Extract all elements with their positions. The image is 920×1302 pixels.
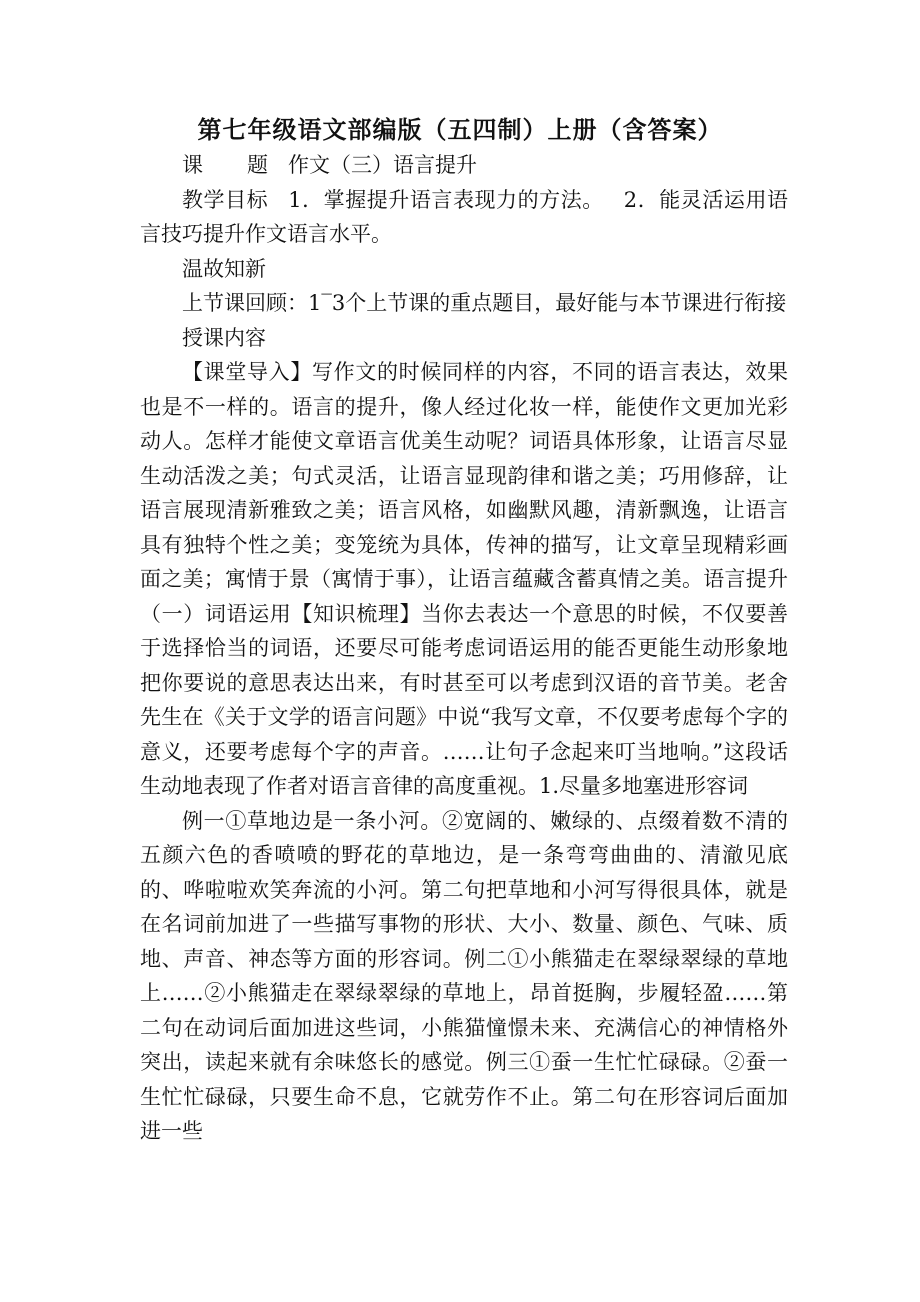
- body-paragraph: 例一①草地边是一条小河。②宽阔的、嫩绿的、点缀着数不清的五颜六色的香喷喷的野花的草地边，是一条弯弯曲曲的、清澈见底的、哗啦啦欢笑奔流的小河。第二句把草地和小河写得很具体，就是在名词前加进了一些描写事物的形状、大小、数量、颜色、气味、质地、声音、神态等方面的形容词。例二①小熊猫走在翠绿翠绿的草地上……②小熊猫走在翠绿翠绿的草地上，昂首挺胸，步履轻盈……第二句在动词后面加进这些词，小熊猫憧憬未来、充满信心的神情格外突出，读起来就有余味悠长的感觉。例三①蚕一生忙忙碌碌。②蚕一生忙忙碌碌，只要生命不息，它就劳作不止。第二句在形容词后面加进一些: [140, 808, 788, 1143]
- objective-item-1: 1．掌握提升语言表现力的方法。: [288, 187, 604, 212]
- objectives-line: [140, 183, 788, 252]
- topic-label-part2: 题: [247, 153, 268, 177]
- topic-label-part1: 课: [182, 153, 203, 177]
- topic-value: 作文（三）语言提升: [288, 153, 477, 177]
- objectives-label: 教学目标: [182, 187, 269, 212]
- teaching-heading: 授课内容: [182, 325, 266, 350]
- document-title: 第七年级语文部编版（五四制）上册（含答案）: [197, 116, 723, 144]
- body-paragraph: 【课堂导入】写作文的时候同样的内容，不同的语言表达，效果也是不一样的。语言的提升，像人经过化妆一样，能使作文更加光彩动人。怎样才能使文章语言优美生动呢？词语具体形象，让语言尽显生动活泼之美；句式灵活，让语言显现韵律和谐之美；巧用修辞，让语言展现清新雅致之美；语言风格，如幽默风趣，清新飘逸，让语言具有独特个性之美；变笼统为具体，传神的描写，让文章呈现精彩画面之美；寓情于景（寓情于事），让语言蕴藏含蓄真情之美。语言提升（一）词语运用【知识梳理】当你去表达一个意思的时候，不仅要善于选择恰当的词语，还要尽可能考虑词语运用的能否更能生动形象地把你要说的意思表达出来，有时甚至可以考虑到汉语的音节美。老舍先生在《关于文学的语言问题》中说“我写文章，不仅要考虑每个字的意义，还要考虑每个字的声音。……让句子念起来叮当地响。”这段话生动地表现了作者对语言音律的高度重视。1.尽量多地塞进形容词: [140, 360, 788, 798]
- objective-item-2: 2．能灵活运用语言技巧提升作文语言水平。: [140, 187, 788, 246]
- topic-line: [140, 148, 788, 183]
- review-heading: 温故知新: [182, 256, 266, 281]
- document-body: [140, 148, 788, 1149]
- review-text: 上节课回顾：1‾3个上节课的重点题目，最好能与本节课进行衔接: [182, 291, 787, 315]
